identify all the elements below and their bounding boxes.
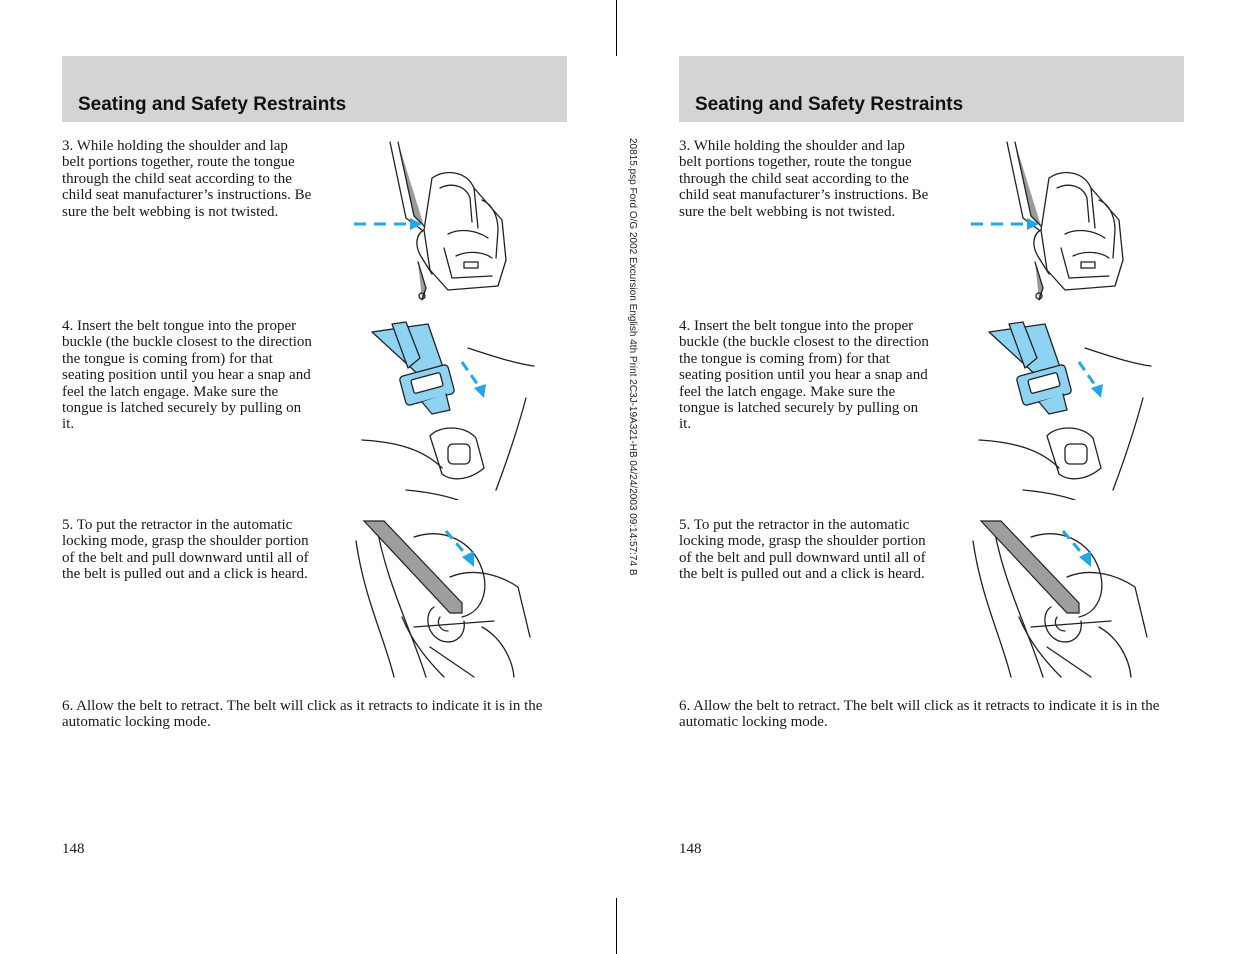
right-page — [679, 0, 1184, 954]
trim-mark-bottom — [616, 898, 617, 954]
retractor-illustration — [354, 517, 534, 679]
step-3-text: 3. While holding the shoulder and lap belt portions together, route the tongue through the child seat according to the child seat manufacturer’s instructions. Be sure the belt webbing is not twisted. — [62, 138, 312, 220]
step-6-text: 6. Allow the belt to retract. The belt will click as it retracts to indicate it is in the automatic locking mode. — [62, 698, 543, 731]
child-seat-illustration — [352, 138, 512, 304]
page-number: 148 — [62, 841, 85, 857]
section-header — [62, 56, 567, 122]
step-4-text: 4. Insert the belt tongue into the proper buckle (the buckle closest to the direction the tongue is coming from) for that seating position until you hear a snap and feel the latch engage. Make sure the tongue is latched securely by pulling on it. — [62, 318, 312, 433]
step-3-text: 3. While holding the shoulder and lap belt portions together, route the tongue through the child seat according to the child seat manufacturer’s instructions. Be sure the belt webbing is not twisted. — [679, 138, 929, 220]
step-5-text: 5. To put the retractor in the automatic locking mode, grasp the shoulder portion of the belt and pull downward until all of the belt is pulled out and a click is heard. — [679, 517, 926, 583]
step-6-text: 6. Allow the belt to retract. The belt will click as it retracts to indicate it is in the automatic locking mode. — [679, 698, 1160, 731]
page-number: 148 — [679, 841, 702, 857]
section-header — [679, 56, 1184, 122]
buckle-illustration — [358, 318, 538, 500]
printer-slug: 20815.psp Ford O/G 2002 Excursion English 4th Print 2C3J-19A321-HB 04/24/2003 09:14:57:74 B — [627, 138, 638, 576]
retractor-illustration — [971, 517, 1151, 679]
left-page — [62, 0, 567, 954]
buckle-illustration — [975, 318, 1155, 500]
child-seat-illustration — [969, 138, 1129, 304]
step-4-text: 4. Insert the belt tongue into the proper buckle (the buckle closest to the direction the tongue is coming from) for that seating position until you hear a snap and feel the latch engage. Make sure the tongue is latched securely by pulling on it. — [679, 318, 929, 433]
trim-mark-top — [616, 0, 617, 56]
section-title: Seating and Safety Restraints — [695, 94, 964, 115]
step-5-text: 5. To put the retractor in the automatic locking mode, grasp the shoulder portion of the belt and pull downward until all of the belt is pulled out and a click is heard. — [62, 517, 309, 583]
section-title: Seating and Safety Restraints — [78, 94, 347, 115]
